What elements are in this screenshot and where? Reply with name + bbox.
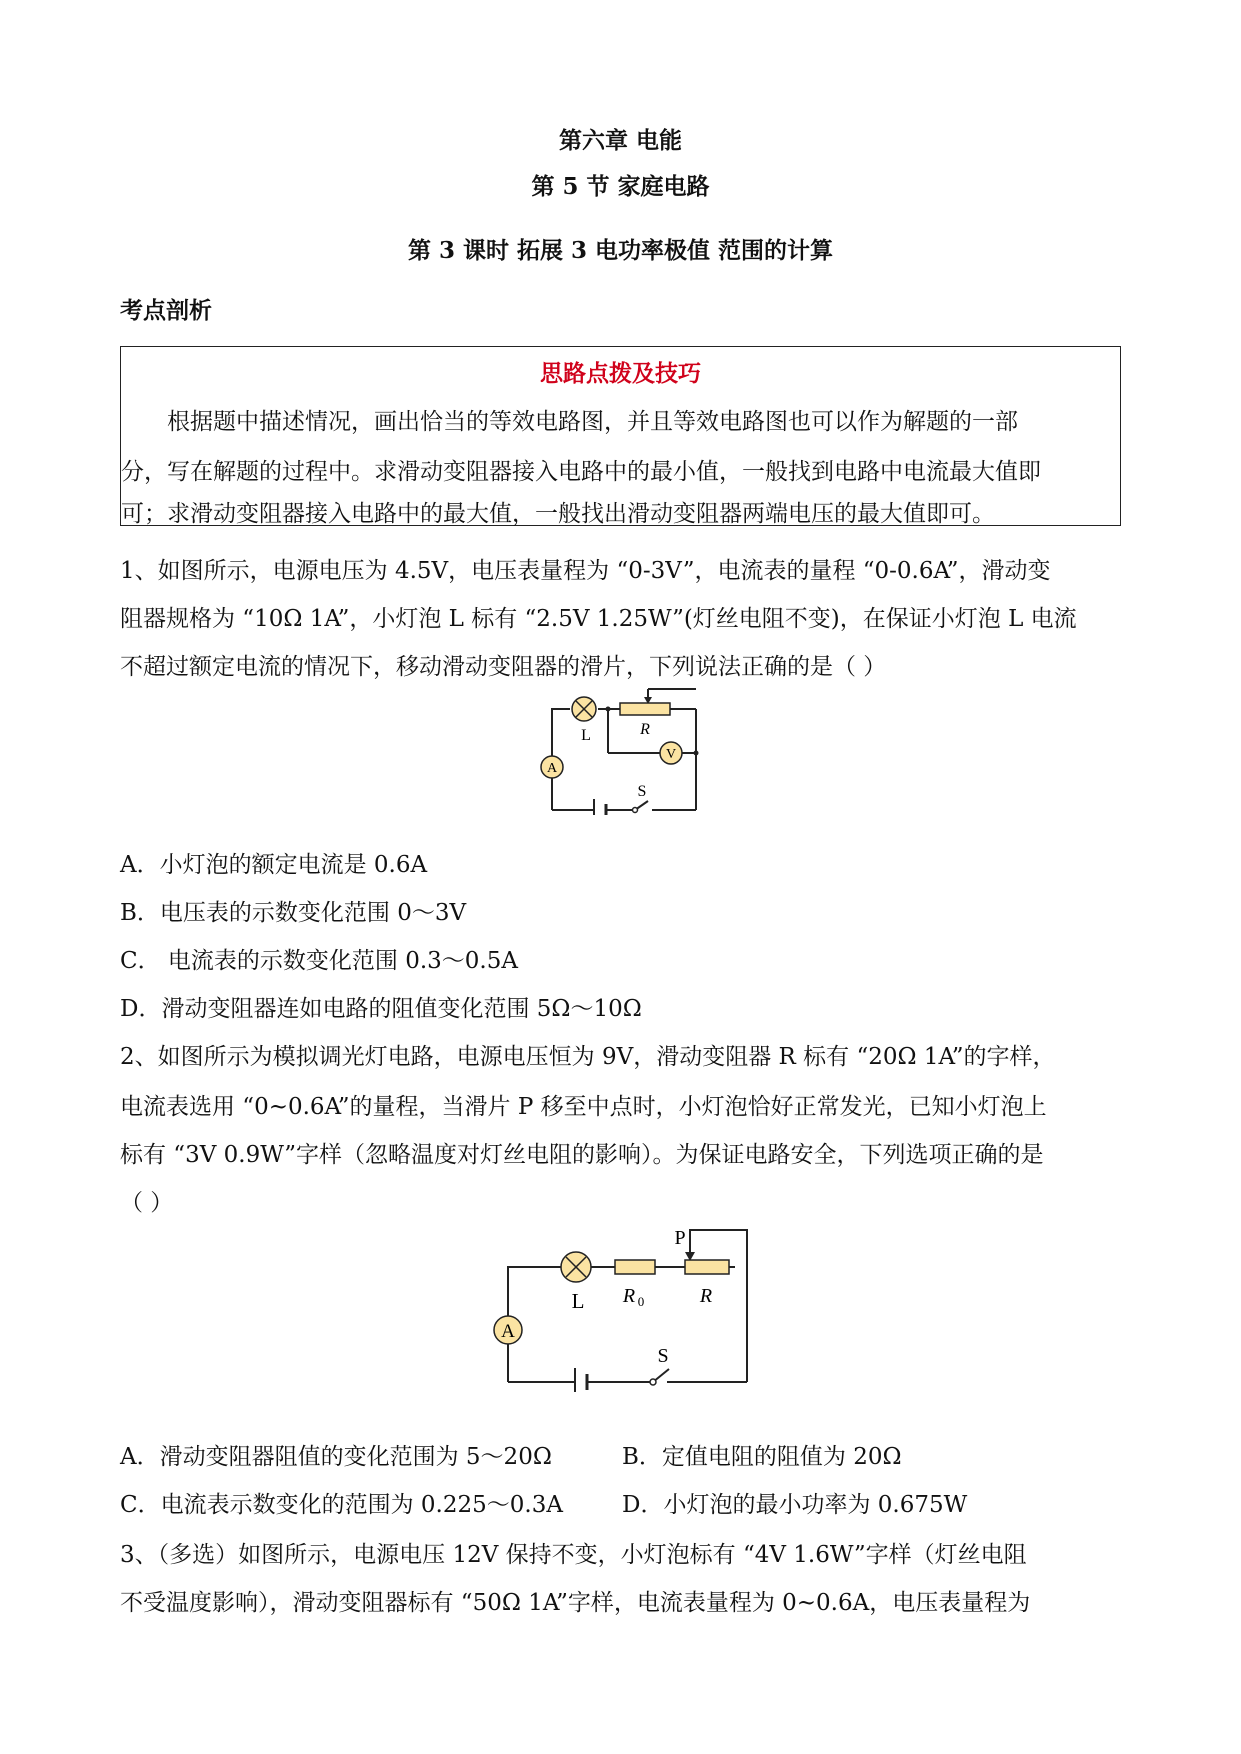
fixed-resistor-subscript: 0 [637,1294,645,1309]
q2-option-a: A．滑动变阻器阻值的变化范围为 5～20Ω [120,1444,552,1470]
q1-line: 不超过额定电流的情况下，移动滑动变阻器的滑片，下列说法正确的是（ ） [120,654,887,680]
section-title: 第 5 节 家庭电路 [531,173,710,200]
q2-line: （ ） [120,1190,174,1216]
slider-label: P [674,1227,686,1249]
q1-option-b: B．电压表的示数变化范围 0～3V [120,900,467,926]
tip-line: 分，写在解题的过程中。求滑动变阻器接入电路中的最小值，一般找到电路中电流最大值即 [121,459,1041,485]
q2-option-b: B．定值电阻的阻值为 20Ω [622,1444,902,1470]
analysis-heading: 考点剖析 [120,297,212,324]
q2-option-d: D．小灯泡的最小功率为 0.675W [622,1492,968,1518]
q3-line: 不受温度影响），滑动变阻器标有 “50Ω 1A”字样，电流表量程为 0~0.6A，电压表量程为 [120,1590,1031,1616]
q2-line: 电流表选用 “0~0.6A”的量程，当滑片 P 移至中点时，小灯泡恰好正常发光，已知小灯泡上 [120,1094,1047,1120]
tip-line: 可；求滑动变阻器接入电路中的最大值，一般找出滑动变阻器两端电压的最大值即可。 [121,501,995,527]
q3-line: 3、（多选）如图所示，电源电压 12V 保持不变，小灯泡标有 “4V 1.6W”字样（灯丝电阻 [120,1542,1027,1568]
q2-line: 2、如图所示为模拟调光灯电路，电源电压恒为 9V，滑动变阻器 R 标有 “20Ω 1A”的字样， [120,1044,1056,1070]
fixed-resistor-label: R [622,1285,636,1307]
lesson-title: 第 3 课时 拓展 3 电功率极值 范围的计算 [407,237,834,264]
switch-contact [650,1379,656,1385]
switch-label: S [657,1345,669,1367]
q2-line: 标有 “3V 0.9W”字样（忽略温度对灯丝电阻的影响）。为保证电路安全，下列选项正确的是 [120,1142,1044,1168]
q1-line: 阻器规格为 “10Ω 1A”，小灯泡 L 标有 “2.5V 1.25W”(灯丝电阻不变)，在保证小灯泡 L 电流 [120,606,1077,632]
q1-option-c: C． 电流表的示数变化范围 0.3～0.5A [120,948,518,974]
chapter-title: 第六章 电能 [558,127,682,154]
q1-option-a: A．小灯泡的额定电流是 0.6A [120,852,428,878]
tip-box [120,346,1121,526]
ammeter-label: A [501,1321,515,1342]
rheostat-label: R [699,1285,713,1307]
q1-line: 1、如图所示，电源电压为 4.5V，电压表量程为 “0-3V”，电流表的量程 “0-0.6A”，滑动变 [120,558,1051,584]
voltmeter-label: V [665,747,677,762]
switch-label: S [637,783,647,800]
lamp-label: L [581,727,591,744]
ammeter-label: A [546,761,558,776]
q1-option-d: D．滑动变阻器连如电路的阻值变化范围 5Ω～10Ω [120,996,642,1022]
q2-circuit-diagram [485,1222,755,1392]
lamp-label: L [571,1289,585,1313]
switch-contact [633,808,638,813]
rheostat-label: R [640,721,650,738]
rheostat [620,703,670,715]
fixed-resistor [615,1260,655,1274]
q2-option-c: C．电流表示数变化的范围为 0.225～0.3A [120,1492,563,1518]
q1-circuit-diagram [520,685,720,815]
rheostat [685,1260,729,1274]
tip-title: 思路点拨及技巧 [540,360,701,387]
tip-line: 根据题中描述情况，画出恰当的等效电路图，并且等效电路图也可以作为解题的一部 [167,409,1018,435]
